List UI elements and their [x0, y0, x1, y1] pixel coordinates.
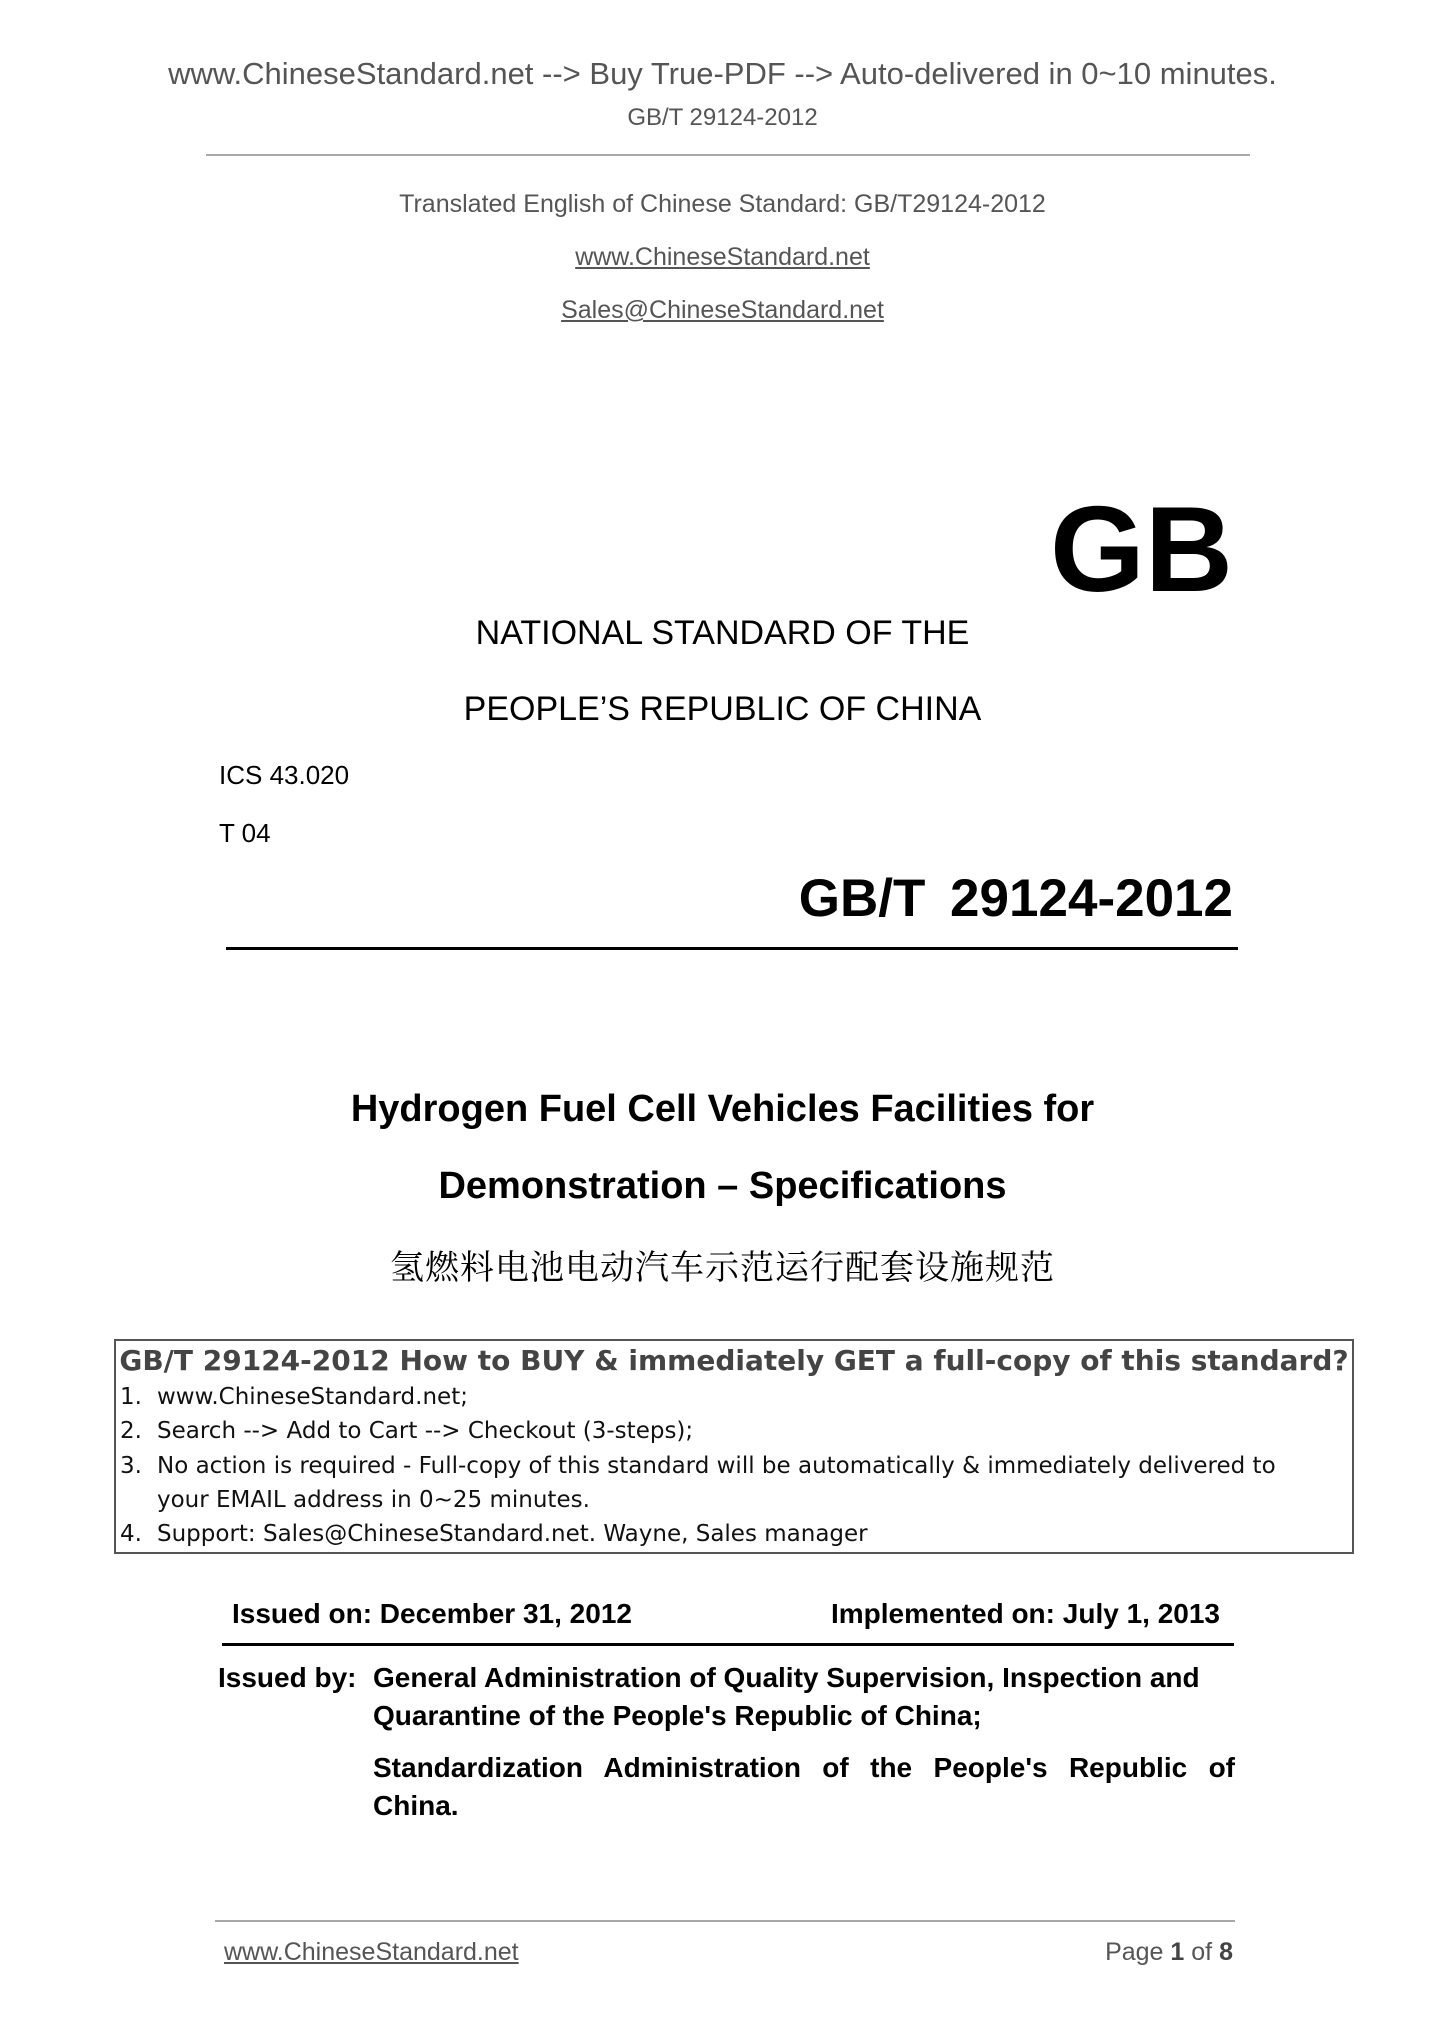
buy-step-text: your EMAIL address in 0~25 minutes.: [157, 1487, 590, 1513]
issuer-line1: General Administration of Quality Supervision, Inspection and: [373, 1662, 1200, 1693]
page-indicator: Page 1 of 8: [1105, 1938, 1233, 1966]
email-link-text[interactable]: Sales@ChineseStandard.net: [561, 296, 884, 324]
website-link-text[interactable]: www.ChineseStandard.net: [575, 243, 870, 271]
standard-number-divider: [226, 947, 1238, 950]
buy-step-text: Search --> Add to Cart --> Checkout (3-steps);: [157, 1418, 694, 1444]
header-divider: [206, 154, 1250, 156]
buy-step: 2. Search --> Add to Cart --> Checkout (3-steps);: [120, 1418, 694, 1444]
buy-step: 3. No action is required - Full-copy of this standard will be automatically & immediately delivered to: [120, 1453, 1276, 1479]
ccs-code: T 04: [219, 818, 271, 848]
translated-note: Translated English of Chinese Standard: GB/T29124-2012: [399, 190, 1046, 218]
header-doc-code: GB/T 29124-2012: [627, 104, 818, 131]
national-standard-line2: PEOPLE’S REPUBLIC OF CHINA: [463, 690, 982, 728]
footer-website-link[interactable]: www.ChineseStandard.net: [224, 1938, 519, 1966]
issuer-line3: Standardization Administration of the People's Republic of: [373, 1752, 1235, 1783]
website-link[interactable]: [0, 243, 1445, 272]
buy-step-text: Support: Sales@ChineseStandard.net. Wayne, Sales manager: [157, 1521, 868, 1547]
title-en-line2: Demonstration – Specifications: [438, 1165, 1007, 1207]
buy-box-heading: GB/T 29124-2012 How to BUY & immediately GET a full-copy of this standard?: [119, 1344, 1349, 1377]
national-standard-line1: NATIONAL STANDARD OF THE: [475, 614, 970, 652]
issuer-line4: China.: [373, 1790, 459, 1821]
gb-mark: GB: [1050, 481, 1233, 617]
total-pages: 8: [1219, 1938, 1233, 1966]
footer-divider: [215, 1920, 1235, 1922]
ics-code: ICS 43.020: [219, 760, 350, 790]
buy-step-continued: [120, 1487, 590, 1513]
implemented-date: Implemented on: July 1, 2013: [830, 1598, 1220, 1629]
buy-step: 1. www.ChineseStandard.net;: [120, 1384, 468, 1410]
buy-step-text: No action is required - Full-copy of this standard will be automatically & immediately delivered to: [157, 1453, 1276, 1479]
issuer-line2: Quarantine of the People's Republic of China;: [373, 1700, 982, 1731]
dates-divider: [222, 1643, 1234, 1646]
title-cn: 氢燃料电池电动汽车示范运行配套设施规范: [390, 1248, 1055, 1288]
buy-step-text: www.ChineseStandard.net;: [157, 1384, 468, 1410]
header-banner: www.ChineseStandard.net --> Buy True-PDF --> Auto-delivered in 0~10 minutes.: [168, 56, 1277, 91]
buy-instructions-box: [114, 1339, 1354, 1554]
buy-step: 4. Support: Sales@ChineseStandard.net. Wayne, Sales manager: [120, 1521, 868, 1547]
email-link[interactable]: [0, 296, 1445, 325]
current-page: 1: [1170, 1938, 1185, 1966]
issued-date: Issued on: December 31, 2012: [232, 1598, 632, 1629]
issued-by-label: Issued by:: [218, 1662, 357, 1693]
standard-number: GB/T 29124-2012: [798, 869, 1233, 928]
title-en-line1: Hydrogen Fuel Cell Vehicles Facilities for: [350, 1088, 1095, 1130]
